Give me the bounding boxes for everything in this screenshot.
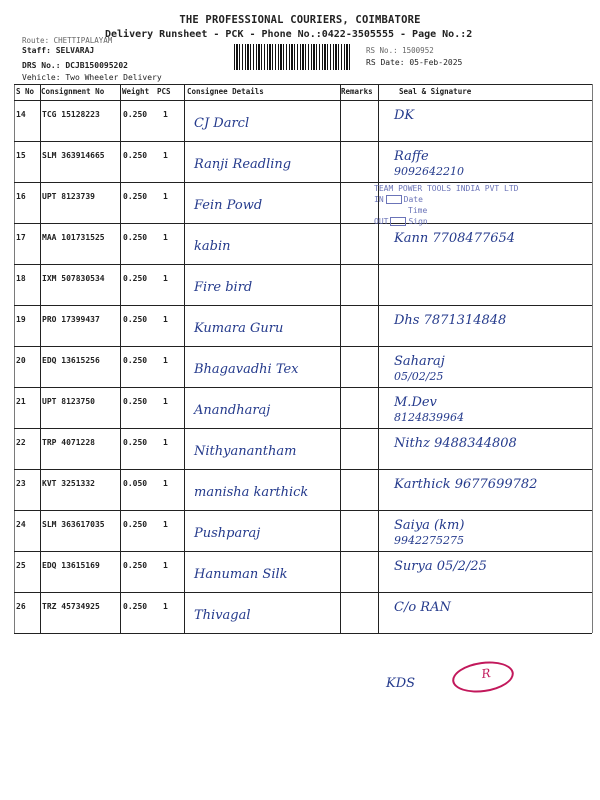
grid-hline — [14, 84, 592, 85]
row-weight: 0.250 — [123, 151, 148, 160]
row-signature: C/o RAN — [394, 600, 451, 615]
stamp-date: Date — [403, 195, 423, 204]
row-consignee: Fire bird — [194, 280, 253, 295]
row-consignment: MAA 101731525 — [42, 233, 105, 242]
row-signature: DK — [394, 108, 415, 123]
row-consignee: Thivagal — [194, 608, 251, 623]
row-sno: 22 — [16, 438, 26, 447]
table-row — [14, 592, 592, 633]
row-consignment: UPT 8123739 — [42, 192, 95, 201]
drs-number: DRS No.: DCJB150095202 — [22, 61, 128, 70]
row-consignment: EDQ 13615256 — [42, 356, 100, 365]
row-sno: 21 — [16, 397, 26, 406]
stamp-time: Time — [408, 206, 428, 215]
col-seal: Seal & Signature — [399, 87, 472, 96]
col-remarks: Remarks — [341, 87, 373, 96]
row-sno: 15 — [16, 151, 26, 160]
row-weight: 0.250 — [123, 356, 148, 365]
table-row — [14, 346, 592, 387]
table-header — [14, 84, 592, 100]
row-signature-extra: 9092642210 — [394, 165, 464, 178]
row-pcs: 1 — [163, 602, 168, 611]
stamp-sign: Sign — [408, 217, 428, 226]
row-pcs: 1 — [163, 397, 168, 406]
circle-mark-letter: R — [480, 665, 492, 682]
row-weight: 0.250 — [123, 438, 148, 447]
row-consignee: Anandharaj — [194, 403, 271, 418]
circle-mark — [450, 658, 516, 696]
row-pcs: 1 — [163, 151, 168, 160]
row-pcs: 1 — [163, 315, 168, 324]
row-weight: 0.250 — [123, 315, 148, 324]
grid-vline — [592, 84, 593, 633]
vehicle-label: Vehicle: Two Wheeler Delivery — [22, 73, 162, 82]
row-signature-extra: 8124839964 — [394, 411, 464, 424]
row-consignment: IXM 507830534 — [42, 274, 105, 283]
col-weight: Weight — [122, 87, 150, 96]
row-consignment: TRZ 45734925 — [42, 602, 100, 611]
runsheet-title: Delivery Runsheet - PCK - Phone No.:0422-3505555 - Page No.:2 — [105, 29, 473, 40]
row-consignment: TCG 15128223 — [42, 110, 100, 119]
row-consignee: Kumara Guru — [194, 321, 284, 336]
stamp-out: OUT — [374, 217, 389, 226]
footer-signature: KDS — [386, 676, 416, 691]
row-weight: 0.250 — [123, 110, 148, 119]
stamp-time-line — [374, 205, 519, 216]
row-signature: Raffe — [394, 149, 429, 164]
row-pcs: 1 — [163, 110, 168, 119]
row-sno: 16 — [16, 192, 26, 201]
row-pcs: 1 — [163, 561, 168, 570]
row-consignment: PRO 17399437 — [42, 315, 100, 324]
grid-hline — [14, 633, 592, 634]
row-consignment: SLM 363617035 — [42, 520, 105, 529]
table-row — [14, 141, 592, 182]
row-consignee: Pushparaj — [194, 526, 261, 541]
row-signature: Saharaj — [394, 354, 445, 369]
table-row — [14, 551, 592, 592]
rs-number: RS No.: 1500952 — [366, 46, 434, 55]
table-row — [14, 510, 592, 551]
row-pcs: 1 — [163, 438, 168, 447]
stamp-out-line — [374, 216, 519, 227]
row-pcs: 1 — [163, 233, 168, 242]
row-signature: Surya 05/2/25 — [394, 559, 487, 574]
row-pcs: 1 — [163, 274, 168, 283]
table-row — [14, 428, 592, 469]
row-weight: 0.250 — [123, 233, 148, 242]
row-consignee: Ranji Readling — [194, 157, 292, 172]
col-consignment: Consignment No — [41, 87, 105, 96]
stamp-company: TEAM POWER TOOLS INDIA PVT LTD — [374, 184, 519, 193]
row-sno: 24 — [16, 520, 26, 529]
route-label: Route: CHETTIPALAYAM — [22, 36, 113, 45]
stamp-in-line — [374, 194, 519, 205]
row-consignment: SLM 363914665 — [42, 151, 105, 160]
row-weight: 0.250 — [123, 602, 148, 611]
row-pcs: 1 — [163, 520, 168, 529]
row-signature: Saiya (km) — [394, 518, 465, 533]
row-consignee: Hanuman Silk — [194, 567, 288, 582]
stamp-in: IN — [374, 195, 384, 204]
col-sno: S No — [16, 87, 35, 96]
row-signature: Karthick 9677699782 — [394, 477, 538, 492]
row-signature: Nithz 9488344808 — [394, 436, 517, 451]
row-sno: 25 — [16, 561, 26, 570]
row-weight: 0.250 — [123, 192, 148, 201]
row-consignment: TRP 4071228 — [42, 438, 95, 447]
barcode-image — [234, 44, 352, 70]
row-consignee: manisha karthick — [194, 485, 309, 500]
row-sno: 19 — [16, 315, 26, 324]
col-pcs: PCS — [157, 87, 171, 96]
table-row — [14, 305, 592, 346]
table-row — [14, 264, 592, 305]
row-consignment: EDQ 13615169 — [42, 561, 100, 570]
table-row — [14, 469, 592, 510]
row-consignment: KVT 3251332 — [42, 479, 95, 488]
row-weight: 0.050 — [123, 479, 148, 488]
rs-date: RS Date: 05-Feb-2025 — [366, 58, 463, 67]
row-consignee: Nithyanantham — [194, 444, 297, 459]
table-row — [14, 387, 592, 428]
row-consignee: CJ Darcl — [194, 116, 250, 131]
row-weight: 0.250 — [123, 520, 148, 529]
table-row — [14, 223, 592, 264]
row-consignee: kabin — [194, 239, 231, 254]
company-stamp — [374, 183, 519, 227]
row-sno: 17 — [16, 233, 26, 242]
row-pcs: 1 — [163, 479, 168, 488]
row-signature-extra: 05/02/25 — [394, 370, 444, 383]
row-signature: Dhs 7871314848 — [394, 313, 507, 328]
company-title: THE PROFESSIONAL COURIERS, COIMBATORE — [179, 14, 421, 26]
row-signature-extra: 9942275275 — [394, 534, 464, 547]
table-row — [14, 100, 592, 141]
row-signature: M.Dev — [394, 395, 437, 410]
staff-label: Staff: SELVARAJ — [22, 46, 95, 55]
row-weight: 0.250 — [123, 274, 148, 283]
row-sno: 26 — [16, 602, 26, 611]
row-sno: 23 — [16, 479, 26, 488]
row-consignment: UPT 8123750 — [42, 397, 95, 406]
row-weight: 0.250 — [123, 561, 148, 570]
row-sno: 18 — [16, 274, 26, 283]
row-consignee: Fein Powd — [194, 198, 263, 213]
row-pcs: 1 — [163, 192, 168, 201]
row-signature: Kann 7708477654 — [394, 231, 516, 246]
row-sno: 20 — [16, 356, 26, 365]
col-consignee: Consignee Details — [187, 87, 264, 96]
row-pcs: 1 — [163, 356, 168, 365]
row-weight: 0.250 — [123, 397, 148, 406]
row-consignee: Bhagavadhi Tex — [194, 362, 299, 377]
row-sno: 14 — [16, 110, 26, 119]
